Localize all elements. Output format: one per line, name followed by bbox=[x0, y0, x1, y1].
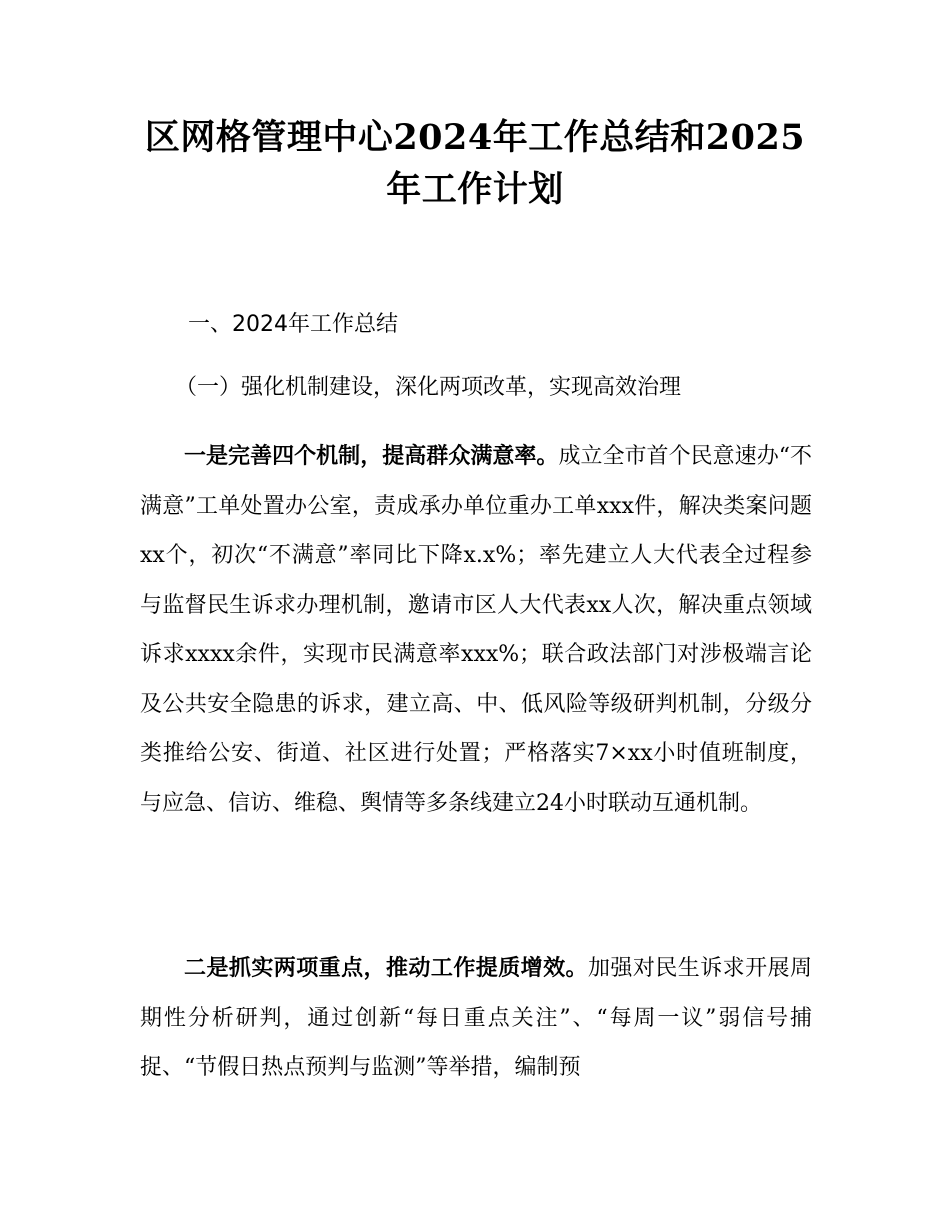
paragraph-2-body: 加强对民生诉求开展周期性分析研判，通过创新“每日重点关注”、“每周一议”弱信号捕捉、“节假日热点预判与监测”等举措，编制预 bbox=[140, 956, 812, 1080]
paragraph-1-lead: 一是完善四个机制，提高群众满意率。 bbox=[184, 444, 559, 469]
document-title: 区网格管理中心2024年工作总结和2025年工作计划 bbox=[144, 117, 806, 210]
paragraph-2-lead: 二是抓实两项重点，推动工作提质增效。 bbox=[184, 956, 588, 981]
subsection-heading: （一）强化机制建设，深化两项改革，实现高效治理 bbox=[175, 375, 682, 400]
section-heading: 一、2024年工作总结 bbox=[188, 312, 398, 337]
paragraph-2 bbox=[140, 944, 812, 1093]
paragraph-1-body: 成立全市首个民意速办“不满意”工单处置办公室，责成承办单位重办工单xxx件，解决类案问题xx个，初次“不满意”率同比下降x.x%；率先建立人大代表全过程参与监督民生诉求办理机制，邀请市区人大代表xx人次，解决重点领域诉求xxxx余件，实现市民满意率xxx%；联合政法部门对涉极端言论及公共安全隐患的诉求，建立高、中、低风险等级研判机制，分级分类推给公安、街道、社区进行处置；严格落实7×xx小时值班制度，与应急、信访、维稳、舆情等多条线建立24小时联动互通机制。 bbox=[140, 444, 812, 816]
paragraph-1 bbox=[140, 432, 812, 828]
